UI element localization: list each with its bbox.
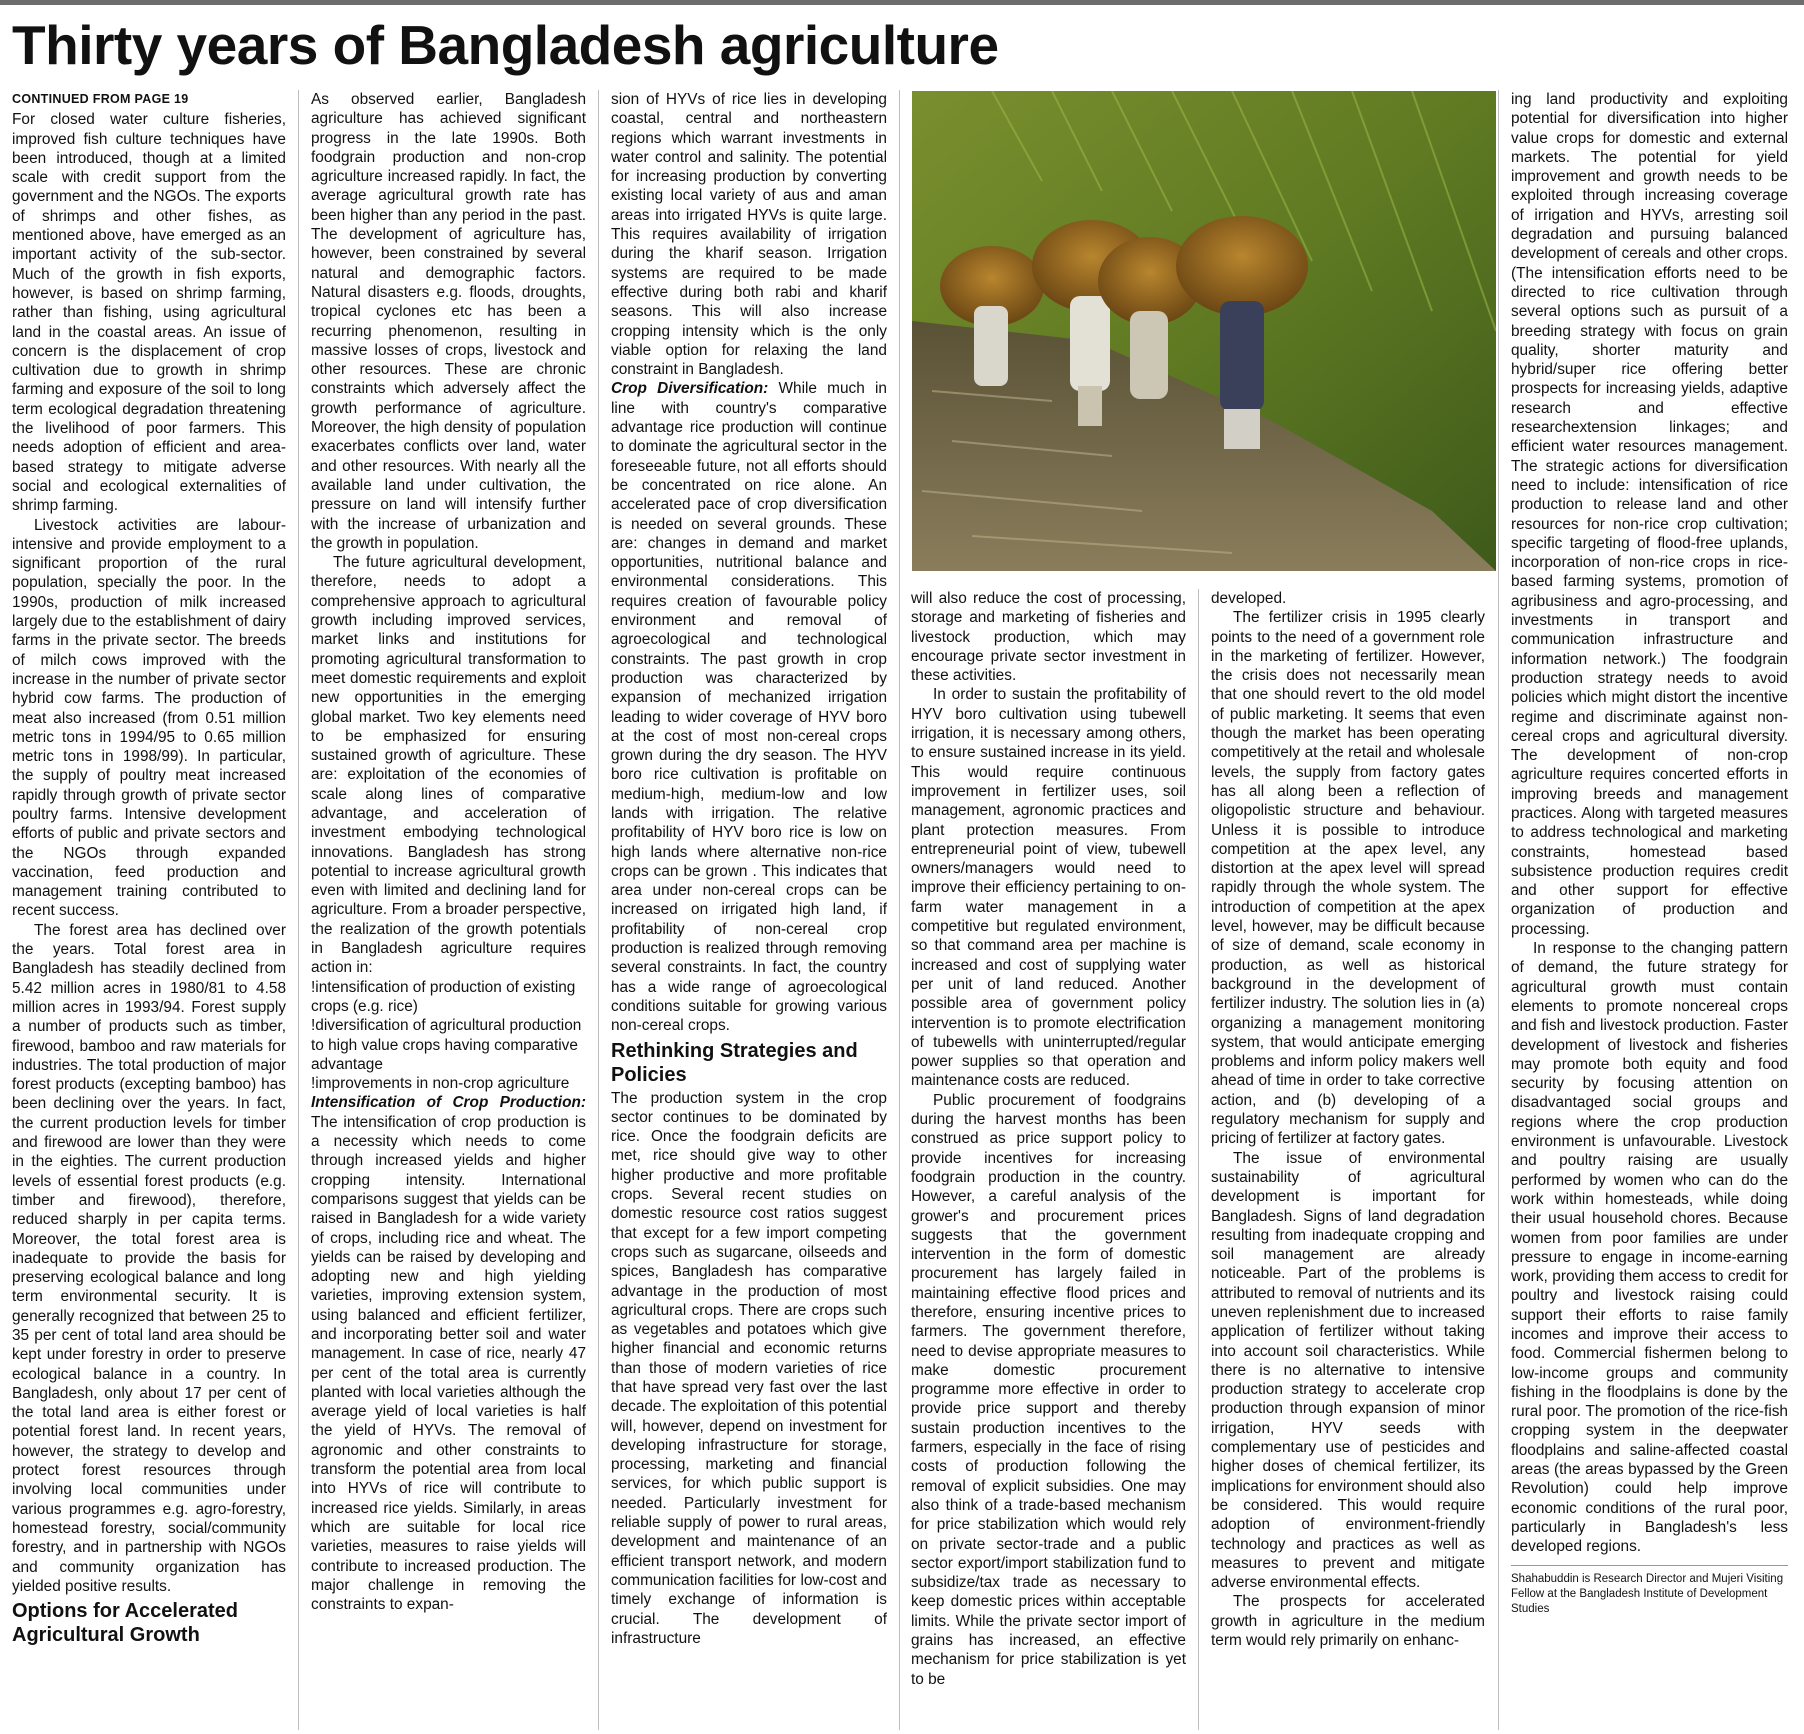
col2-paragraph-2: The future agricultural development, therefore, needs to adopt a comprehensive approach to agricultural growth including improved services, market links and institutions for promoting agricultural transformation to meet domestic requirements and exploit new opportunities in the emerging global market. Two key elements need to be emphasized for ensuring sustained growth of agriculture. These are: exploitation of the economies of scale along lines of comparative advantage, and acceleration of investment embodying technological innovations. Bangladesh has strong potential to increase agricultural growth even with limited and declining land for agriculture. From a broader perspective, the realization of the growth potentials in Bangladesh agriculture requires action in: — [311, 554, 586, 977]
col5-paragraph-4: The prospects for accelerated growth in agriculture in the medium term would rely primarily on enhanc- — [1211, 1593, 1485, 1650]
column-divider — [1198, 589, 1199, 1730]
photo-illustration — [912, 91, 1496, 571]
column-2 — [311, 90, 586, 1730]
col3-paragraph-2-text: While much in line with country's comparative advantage rice production will continue to dominate the agricultural sector in the foreseeable future, not all efforts should be concentrated on rice alone. An accelerated pace of crop diversification is needed on several grounds. These are: changes in demand and market opportunities, nutritional balance and environmental considerations. This requires creation of favourable policy environment and removal of agroecological and technological constraints. The past growth in crop production was characterized by expansion of mechanized irrigation leading to wider coverage of HYV boro at the cost of most non-cereal crops grown during the dry season. The HYV boro rice cultivation is profitable on medium-high, medium-low and low lands with irrigation. The relative profitability of HYV boro rice is low on high lands where alternative non-rice crops can be grown . This indicates that area under non-cereal crops can be increased on irrigated high land, if profitability of non-cereal crop production is realized through removing several constraints. In fact, the country has a wide range of agroecological conditions suitable for growing various non-cereal crops. — [611, 380, 887, 1035]
runin-intensification: Intensification of Crop Production: — [311, 1094, 586, 1112]
column-divider — [598, 90, 599, 1730]
col4-paragraph-2: In order to sustain the profitability of HYV boro cultivation using tubewell irrigation, it is necessary among others, to ensure sustained increase in its yield. This would require continuous improvement in fertilizer uses, soil management, agronomic practices and plant protection measures. From entrepreneurial point of view, tubewell owners/managers would need to improve their efficiency pertaining to on-farm water management in a competitive but regulated environment, so that command area per machine is increased and cost of supplying water per unit of land reduced. Another possible area of government policy intervention is to promote electrification of tubewells with uninterrupted/regular power supplies so that operation and maintenance costs are reduced. — [911, 686, 1186, 1090]
headline: Thirty years of Bangladesh agriculture — [12, 14, 999, 76]
col5-paragraph-3: The issue of environmental sustainability of agricultural development is important for Bangladesh. Signs of land degradation resulting from inadequate cropping and soil management are already noticeable. Part of the problems is attributed to removal of nutrients and its uneven replenishment due to increased application of fertilizer without taking into account soil characteristics. While there is no alternative to intensive production strategy to accelerate crop production through expansion of minor irrigation, HYV seeds with complementary use of pesticides and higher doses of chemical fertilizer, its implications for environment should also be considered. This would require adoption of environment-friendly technology and practices as well as measures to prevent and mitigate adverse environmental effects. — [1211, 1149, 1485, 1592]
col2-paragraph-3 — [311, 1093, 586, 1614]
col2-paragraph-1: As observed earlier, Bangladesh agriculture has achieved significant progress in the late 1990s. Both foodgrain production and non-crop agriculture increased rapidly. In fact, the average agricultural growth rate has been higher than any period in the past. The development of agriculture has, however, been constrained by several natural and demographic factors. Natural disasters e.g. floods, droughts, tropical cyclones etc has been a recurring phenomenon, resulting in massive losses of crops, livestock and other resources. These are chronic constraints which adversely affect the growth performance of agriculture. Moreover, the high density of population exacerbates conflicts over land, water and other resources. With nearly all the available land under cultivation, the pressure on land will intensify further with the increase of urbanization and the growth in population. — [311, 91, 586, 552]
col3-paragraph-1: sion of HYVs of rice lies in developing coastal, central and northeastern regions which warrant investments in water control and salinity. The potential for increasing production by converting existing local variety of aus and aman areas into irrigated HYVs is quite large. This requires availability of irrigation during the kharif season. Irrigation systems are required to be made effective during both rabi and kharif seasons. This will also increase cropping intensity which is the only viable option for relaxing the land constraint in Bangladesh. — [611, 91, 887, 379]
top-rule — [0, 0, 1804, 5]
col6-paragraph-1: ing land productivity and exploiting potential for diversification into higher value crops for domestic and external markets. The potential for yield improvement and growth needs to be exploited through increasing coverage of irrigation and HYVs, arresting soil degradation and pursuing balanced development of cereals and other crops. (The intensification efforts need to be directed to rice cultivation through several options such as pursuit of a breeding strategy with focus on grain quality, shorter maturity and hybrid/super rice offering better prospects for increasing yields, adaptive research and effective researchextension linkages; and efficient water resources management. The strategic actions for diversification need to include: intensification of rice production to release land and other resources for non-rice crop cultivation; specific targeting of flood-free uplands, incorporation of non-rice crops in rice-based farming systems, promotion of agribusiness and agro-processing, and investments in transport and communication infrastructure and information network.) The foodgrain production strategy needs to avoid policies which might distort the incentive regime and discriminate against non-cereal crops and agricultural diversity. The development of non-crop agriculture requires concerted efforts in improving breeds and management practices. Along with targeted measures to address technological and marketing constraints, homestead based subsistence production requires credit and other support for effective organization of production and processing. — [1511, 91, 1788, 938]
col3-paragraph-3: The production system in the crop sector continues to be dominated by rice. Once the foodgrain deficits are met, rice should give way to other higher productive and more profitable crops. Several recent studies on domestic resource cost ratios suggest that except for a few import competing crops such as sugarcane, oilseeds and spices, Bangladesh has comparative advantage in the production of most agricultural crops. There are crops such as vegetables and potatoes which give higher financial and economic returns than those of modern varieties of rice that have spread very fast over the last decade. The exploitation of this potential will, however, depend on investment for developing infrastructure for storage, processing, marketing and financial services, for which public support is needed. Particularly investment for reliable supply of power to rural areas, development and maintenance of an efficient transport network, and modern communication facilities for low-cost and timely exchange of information is crucial. The development of infrastructure — [611, 1089, 887, 1647]
col4-paragraph-1: will also reduce the cost of processing, storage and marketing of fisheries and livestock production, which may encourage private sector investment in these activities. — [911, 590, 1186, 685]
col1-paragraph-3: The forest area has declined over the years. Total forest area in Bangladesh has steadily declined from 5.42 million acres in 1980/81 to 4.58 million acres in 1993/94. Forest supply a number of products such as timber, firewood, bamboo and raw materials for industries. The total production of major forest products (excepting bamboo) has been declining over the years. In fact, the current production levels for timber and firewood are lower than they were in the eighties. The current production levels of essential forest products (e.g. timber and firewood), therefore, reduced sharply in per capita terms. Moreover, the total forest area is inadequate to provide the basis for preserving ecological balance and long term environmental security. It is generally recognized that between 25 to 35 per cent of total land area should be kept under forestry in order to preserve ecological balance in a country. In Bangladesh, only about 17 per cent of the total land area is either forest or potential forest land. In recent years, however, the strategy to develop and protect forest resources through involving local communities under various programmes e.g. agro-forestry, homestead forestry, social/community forestry, and in partnership with NGOs and community organization has yielded positive results. — [12, 921, 286, 1595]
col1-paragraph-2: Livestock activities are labour-intensive and provide employment to a significant proportion of the rural population, specially the poor. In the 1990s, production of milk increased largely due to the establishment of dairy farms in the private sector. The breeds of milch cows improved with the increase in the number of private sector hybrid cow farms. The production of meat also increased (from 0.51 million metric tons in 1994/95 to 0.65 million metric tons in 1998/99). In particular, the supply of poultry meat increased rapidly through growth of private sector poultry farms. Intensive development efforts of public and private sectors and the NGOs through expanded vaccination, feed production and management training contributed to recent success. — [12, 516, 286, 920]
col2-bullet-1: !intensification of production of existing crops (e.g. rice) — [311, 978, 576, 1015]
rice-harvest-photo — [912, 91, 1496, 571]
column-divider — [899, 90, 900, 1730]
col5-paragraph-1: developed. — [1211, 590, 1287, 607]
col2-paragraph-3-text: The intensification of crop production is a necessity which needs to come through increased yields and higher cropping intensity. International comparisons suggest that yields can be raised in Bangladesh for a wide variety of crops, including rice and wheat. The yields can be raised by developing and adopting new and high yielding varieties, improving extension system, using balanced and efficient fertilizer, and incorporating better soil and water management. In case of rice, nearly 47 per cent of the total area is currently planted with local varieties although the average yield of local varieties is half the yield of HYVs. The removal of agronomic and other constraints to transform the potential area from local into HYVs of rice will contribute to increased rice yields. Similarly, in areas which are suitable for local rice varieties, measures to raise yields will contribute to increased production. The major challenge in removing the constraints to expan- — [311, 1113, 586, 1614]
col2-bullet-3: !improvements in non-crop agriculture — [311, 1075, 570, 1093]
col4-paragraph-3: Public procurement of foodgrains during the harvest months has been construed as price support policy to provide incentives for increasing foodgrain production in the country. However, a careful analysis of the grower's and procurement prices suggests that the government intervention in the form of domestic procurement has largely failed in maintaining effective flood prices and therefore, ensuring incentive prices to farmers. The government therefore, need to devise appropriate measures to make domestic procurement programme more effective in order to provide price support and thereby sustain production incentives to the farmers, especially in the face of rising costs of production following the removal of explicit subsidies. One may also think of a trade-based mechanism for price stabilization which would rely on private sector-trade and a public sector export/import stabilization fund to subsidize/tax trade as necessary to keep domestic prices within acceptable limits. While the private sector import of grains has increased, an effective mechanism for price stabilization is yet to be — [911, 1091, 1186, 1688]
col3-paragraph-2 — [611, 379, 887, 1035]
column-divider — [1498, 90, 1499, 1730]
column-5 — [1211, 589, 1485, 1730]
runin-crop-diversification: Crop Diversification: — [611, 380, 769, 398]
subhead-options: Options for Accelerated Agricultural Growth — [12, 1600, 238, 1647]
column-divider — [298, 90, 299, 1730]
column-6 — [1511, 90, 1788, 1730]
subhead-rethinking: Rethinking Strategies and Policies — [611, 1039, 858, 1086]
column-1 — [12, 90, 286, 1730]
column-4 — [911, 589, 1186, 1730]
col5-paragraph-2: The fertilizer crisis in 1995 clearly points to the need of a government role in the marketing of fertilizer. However, the crisis does not necessarily mean that one should revert to the old model of public marketing. It seems that even though the market has been operating competitively at the retail and wholesale levels, the supply from factory gates has all along been a reflection of oligopolistic structure and behaviour. Unless it is possible to introduce competition at the apex level, any distortion at the apex level will spread rapidly through the whole system. The introduction of competition at the apex level, however, may be difficult because of size of demand, scale economy in production, as well as historical background in the development of fertilizer industry. The solution lies in (a) organizing a management monitoring system, that would anticipate emerging problems and inform policy makers well ahead of time in order to take corrective action, and (b) developing of a regulatory mechanism for supply and pricing of fertilizer at factory gates. — [1211, 609, 1485, 1148]
col2-bullet-2: !diversification of agricultural production to high value crops having comparative advantage — [311, 1017, 582, 1073]
continued-from-label: CONTINUED FROM PAGE 19 — [12, 92, 189, 106]
author-byline: Shahabuddin is Research Director and Mujeri Visiting Fellow at the Bangladesh Institute of Development Studies — [1511, 1565, 1788, 1617]
col1-paragraph-1: For closed water culture fisheries, improved fish culture techniques have been introduced, though at a limited scale with credit support from the government and the NGOs. The exports of shrimps and other fishes, as mentioned above, have emerged as an important activity of the sub-sector. Much of the growth in fish exports, however, is based on shrimp farming, rather than fishing, using agricultural land in the coastal areas. An issue of concern is the displacement of crop cultivation due to growth in shrimp farming and exposure of the soil to long term ecological degradation threatening the livelihood of poor farmers. This needs adoption of efficient and area-based strategy to mitigate adverse social and ecological externalities of shrimp farming. — [12, 111, 286, 515]
col6-paragraph-2: In response to the changing pattern of demand, the future strategy for agricultural growth must contain elements to promote noncereal crops and fish and livestock production. Faster development of livestock and fisheries may promote both equity and food security by focusing attention on disadvantaged social groups and regions where the crop production environment is unfavourable. Livestock and poultry raising are usually performed by women who can do the work within homesteads, while doing their usual household chores. Because women from poor families are under pressure to engage in income-earning work, providing them access to credit for poultry and livestock raising could support their efforts to raise family incomes and improve their access to food. Commercial fishermen belong to low-income groups and community fishing in the floodplains is done by the rural poor. The promotion of the rice-fish cropping system in the deepwater floodplains and saline-affected coastal areas (the areas bypassed by the Green Revolution) could help improve economic conditions of the rural poor, particularly in Bangladesh's less developed regions. — [1511, 940, 1788, 1556]
column-3 — [611, 90, 887, 1730]
